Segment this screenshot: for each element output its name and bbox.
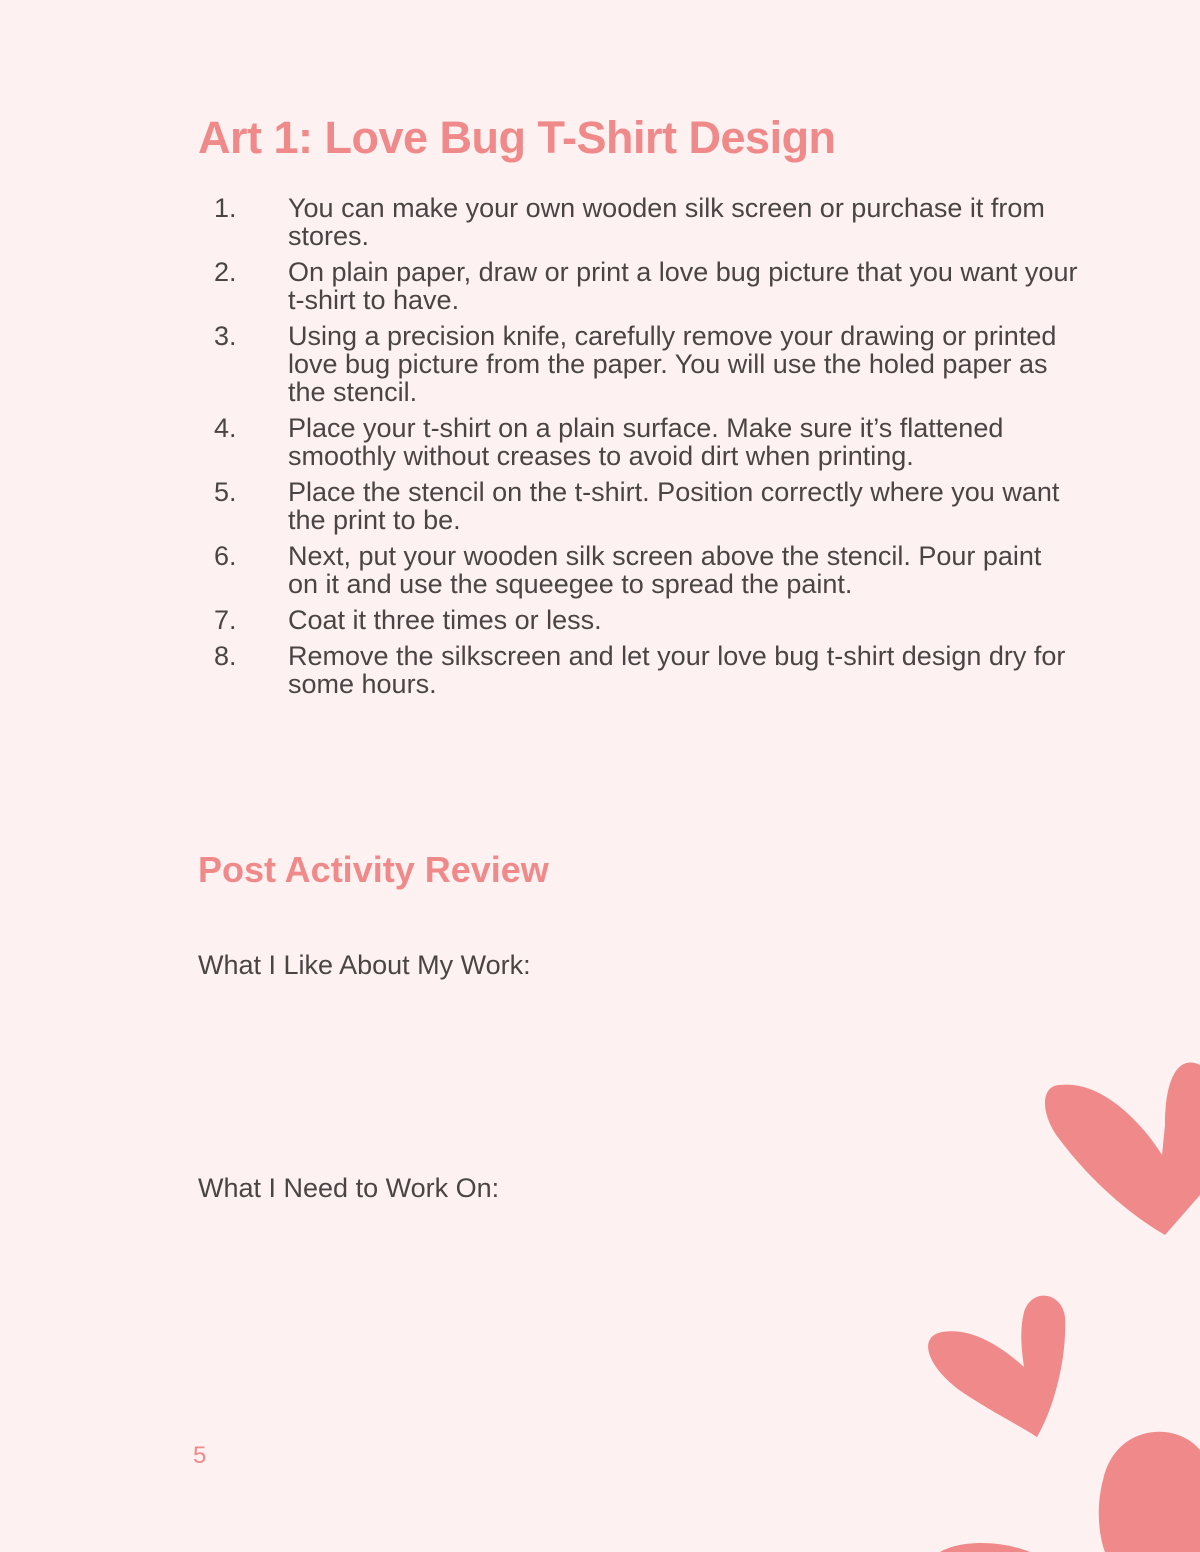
- page-number: 5: [193, 1442, 207, 1469]
- heart-icon: [1040, 1055, 1200, 1240]
- heart-icon: [922, 1292, 1072, 1442]
- page-title: Art 1: Love Bug T-Shirt Design: [198, 112, 836, 163]
- list-item: [198, 478, 1078, 534]
- step-number: 6.: [214, 541, 237, 571]
- list-item: [198, 642, 1078, 698]
- step-text: Coat it three times or less.: [288, 605, 602, 635]
- list-item: [198, 194, 1078, 250]
- step-text: Remove the silkscreen and let your love bug t-shirt design dry for some hours.: [288, 641, 1066, 699]
- step-number: 2.: [214, 257, 237, 287]
- list-item: [198, 606, 1078, 634]
- step-text: Using a precision knife, carefully remove your drawing or printed love bug picture from the paper. You will use the holed paper as the stencil.: [288, 321, 1057, 407]
- list-item: [198, 414, 1078, 470]
- step-text: Place your t-shirt on a plain surface. Make sure it’s flattened smoothly without creases to avoid dirt when printing.: [288, 413, 1004, 471]
- like-prompt: What I Like About My Work:: [198, 950, 531, 980]
- instruction-list: [198, 194, 1078, 706]
- review-heading: Post Activity Review: [198, 849, 549, 890]
- step-text: Next, put your wooden silk screen above the stencil. Pour paint on it and use the squeegee to spread the paint.: [288, 541, 1042, 599]
- list-item: [198, 258, 1078, 314]
- step-number: 1.: [214, 193, 237, 223]
- step-number: 5.: [214, 477, 237, 507]
- list-item: [198, 542, 1078, 598]
- step-number: 7.: [214, 605, 237, 635]
- step-number: 3.: [214, 321, 237, 351]
- heart-icon: [940, 1540, 1030, 1552]
- step-text: Place the stencil on the t-shirt. Position correctly where you want the print to be.: [288, 477, 1060, 535]
- heart-icon: [1095, 1430, 1200, 1552]
- step-number: 4.: [214, 413, 237, 443]
- step-text: On plain paper, draw or print a love bug picture that you want your t-shirt to have.: [288, 257, 1078, 315]
- list-item: [198, 322, 1078, 406]
- step-text: You can make your own wooden silk screen or purchase it from stores.: [288, 193, 1045, 251]
- step-number: 8.: [214, 641, 237, 671]
- improve-prompt: What I Need to Work On:: [198, 1173, 500, 1203]
